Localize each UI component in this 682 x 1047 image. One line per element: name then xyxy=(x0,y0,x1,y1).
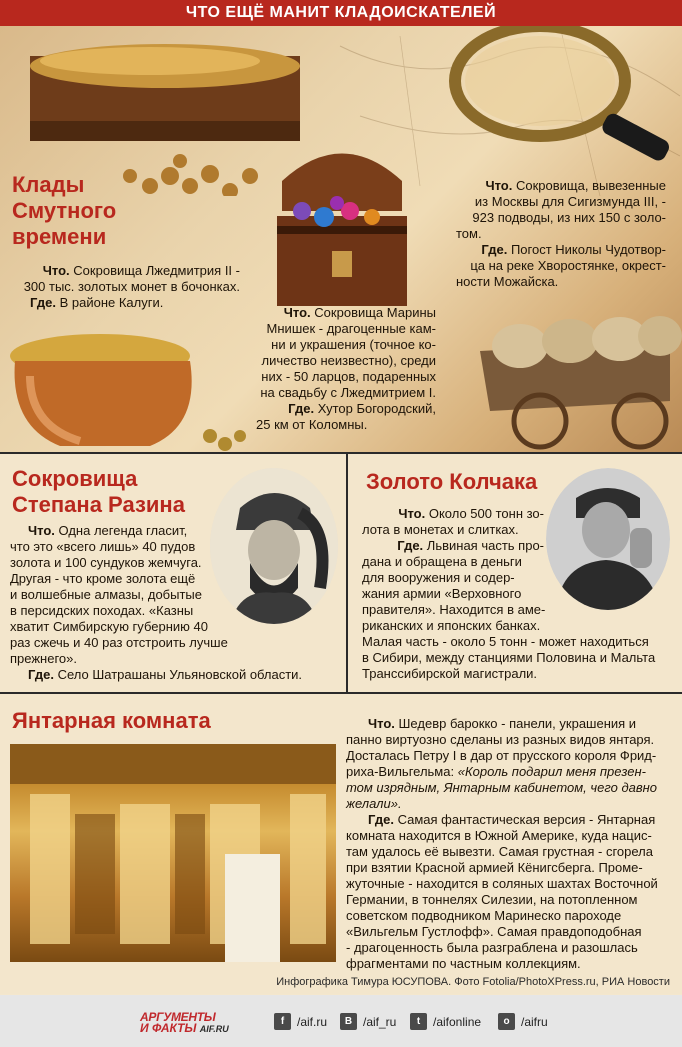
smuta-block-2 xyxy=(226,305,436,433)
social-twitter[interactable] xyxy=(410,1013,481,1030)
block-text: что это «всего лишь» 40 пудов xyxy=(10,539,196,554)
social-label: /aifonline xyxy=(433,1014,482,1029)
block-text: Досталась Петру I в дар от прусского короля Фрид- xyxy=(346,748,657,763)
kolchak-title: Золото Колчака xyxy=(366,469,538,494)
vk-icon: B xyxy=(340,1013,357,1030)
twitter-icon: t xyxy=(410,1013,427,1030)
block-text: правителя». Находится в аме- xyxy=(362,602,546,617)
block-text: раз сжечь и 40 раз отстроить лучше xyxy=(10,635,228,650)
block-text: в Сибири, между станциями Половина и Мальта xyxy=(362,650,656,665)
block-text: Сокровища Лжедмитрия II - xyxy=(73,263,240,278)
divider xyxy=(0,452,682,454)
social-label: /aif.ru xyxy=(297,1014,328,1029)
block-text: для вооружения и содер- xyxy=(362,570,515,585)
kolchak-text-cont xyxy=(362,602,678,682)
block-text: советском подводником Маринеско пароходе xyxy=(346,908,622,923)
block-text: том. xyxy=(456,226,482,241)
block-text: 25 км от Коломны. xyxy=(256,417,368,432)
logo-line: И ФАКТЫ xyxy=(140,1021,197,1035)
block-text: ности Можайска. xyxy=(456,274,559,289)
block-text: панно виртуозно сделаны из разных видов янтаря. xyxy=(346,732,655,747)
block-text: ни и украшения (точное ко- xyxy=(271,337,436,352)
block-text: Шедевр барокко - панели, украшения и xyxy=(398,716,637,731)
divider xyxy=(346,452,348,692)
block-text: жания армии «Верховного xyxy=(362,586,522,601)
what-label: Что. xyxy=(42,263,70,278)
block-text: дана и обращена в деньги xyxy=(362,554,522,569)
block-text: Сокровища, вывезенные xyxy=(515,178,666,193)
smuta-title-line: Клады xyxy=(12,172,85,197)
kolchak-portrait xyxy=(546,468,670,610)
cart-sacks-illustration xyxy=(470,311,682,452)
aif-logo[interactable] xyxy=(140,1012,229,1035)
quote-text: «Король подарил меня презен- xyxy=(457,764,646,779)
block-text: в персидских походах. «Казны xyxy=(10,603,194,618)
block-text: Львиная часть про- xyxy=(426,538,544,553)
where-label: Где. xyxy=(368,812,394,827)
logo-domain: AIF.RU xyxy=(199,1024,229,1034)
where-label: Где. xyxy=(28,667,54,682)
what-label: Что. xyxy=(28,523,55,538)
smuta-title-line: Смутного xyxy=(12,198,117,223)
block-text: из Москвы для Сигизмунда III, - xyxy=(474,194,666,209)
razin-text-cont xyxy=(10,603,340,683)
logo-line: АРГУМЕНТЫ xyxy=(140,1010,216,1024)
social-odnoklassniki[interactable] xyxy=(498,1013,548,1030)
social-label: /aif_ru xyxy=(363,1014,397,1029)
block-text: Германии, в тоннелях Силезии, на потопленном xyxy=(346,892,638,907)
razin-text xyxy=(10,523,230,603)
block-text: них - 50 ларцов, подаренных xyxy=(261,369,436,384)
amber-title: Янтарная комната xyxy=(12,708,211,733)
block-text: Транссибирской магистрали. xyxy=(362,666,538,681)
block-text: риха-Вильгельма: xyxy=(346,764,455,779)
block-text: Другая - что кроме золота ещё xyxy=(10,571,196,586)
facebook-icon: f xyxy=(274,1013,291,1030)
smuta-block-1 xyxy=(10,263,240,311)
block-text: 923 подводы, из них 150 с золо- xyxy=(472,210,666,225)
smuta-block-3 xyxy=(422,178,666,290)
odnoklassniki-icon: o xyxy=(498,1013,515,1030)
where-label: Где. xyxy=(397,538,424,553)
social-facebook[interactable] xyxy=(274,1013,327,1030)
quote-text: желали». xyxy=(346,796,402,811)
what-label: Что. xyxy=(398,506,426,521)
what-label: Что. xyxy=(283,305,311,320)
block-text: Одна легенда гласит, xyxy=(58,523,188,538)
where-label: Где. xyxy=(288,401,315,416)
block-text: лота в монетах и слитках. xyxy=(362,522,519,537)
block-text: Малая часть - около 5 тонн - может находиться xyxy=(362,634,649,649)
block-text: - драгоценность была разграблена и разошлась xyxy=(346,940,638,955)
where-label: Где. xyxy=(30,295,56,310)
block-text: жуточные - находится в соляных шахтах Восточной xyxy=(346,876,658,891)
social-label: /aifru xyxy=(521,1014,548,1029)
social-vk[interactable] xyxy=(340,1013,396,1030)
page-title: ЧТО ЕЩЁ МАНИТ КЛАДОИСКАТЕЛЕЙ xyxy=(0,0,682,26)
razin-title-line: Сокровища xyxy=(12,466,138,491)
smuta-title xyxy=(12,172,116,250)
block-text: золота и 100 сундуков жемчуга. xyxy=(10,555,202,570)
where-label: Где. xyxy=(481,242,508,257)
credits: Инфографика Тимура ЮСУПОВА. Фото Fotolia/PhotoXPress.ru, РИА Новости xyxy=(276,976,670,988)
kolchak-text xyxy=(352,506,544,602)
smuta-title-line: времени xyxy=(12,224,107,249)
amber-room-photo xyxy=(10,744,336,962)
block-text: комната находится в Южной Америке, куда нацис- xyxy=(346,828,652,843)
block-text: личество неизвестно), среди xyxy=(261,353,436,368)
block-text: хватит Симбирскую губернию 40 xyxy=(10,619,208,634)
block-text: и волшебные алмазы, добытые xyxy=(10,587,202,602)
block-text: 300 тыс. золотых монет в бочонках. xyxy=(23,279,240,294)
block-text: Село Шатрашаны Ульяновской области. xyxy=(57,667,303,682)
block-text: Самая фантастическая версия - Янтарная xyxy=(397,812,656,827)
razin-title xyxy=(12,466,185,518)
block-text: В районе Калуги. xyxy=(59,295,164,310)
block-text: Погост Николы Чудотвор- xyxy=(510,242,666,257)
block-text: на свадьбу с Лжедмитрием I. xyxy=(260,385,436,400)
block-text: прежнего». xyxy=(10,651,77,666)
gold-pot-illustration xyxy=(0,316,250,452)
block-text: «Вильгельм Густлофф». Самая правдоподобная xyxy=(346,924,642,939)
block-text: там удалось её вывезти. Самая грустная - сгорела xyxy=(346,844,653,859)
block-text: Мнишек - драгоценные кам- xyxy=(266,321,436,336)
block-text: Хутор Богородский, xyxy=(317,401,436,416)
block-text: ца на реке Хворостянке, окрест- xyxy=(470,258,666,273)
razin-title-line: Степана Разина xyxy=(12,492,185,517)
smuta-section xyxy=(0,26,682,452)
block-text: Около 500 тонн зо- xyxy=(428,506,544,521)
what-label: Что. xyxy=(485,178,513,193)
block-text: риканских и японских банках. xyxy=(362,618,541,633)
block-text: Сокровища Марины xyxy=(314,305,436,320)
jewel-chest-illustration xyxy=(262,131,422,321)
magnifying-glass-illustration xyxy=(430,26,682,196)
block-text: при взятии Красной армией Кёнигсберга. Проме- xyxy=(346,860,643,875)
block-text: фрагментами по частным коллекциям. xyxy=(346,956,581,971)
what-label: Что. xyxy=(368,716,395,731)
quote-text: том изрядным, Янтарным кабинетом, чего давно xyxy=(346,780,658,795)
amber-text xyxy=(346,716,668,972)
